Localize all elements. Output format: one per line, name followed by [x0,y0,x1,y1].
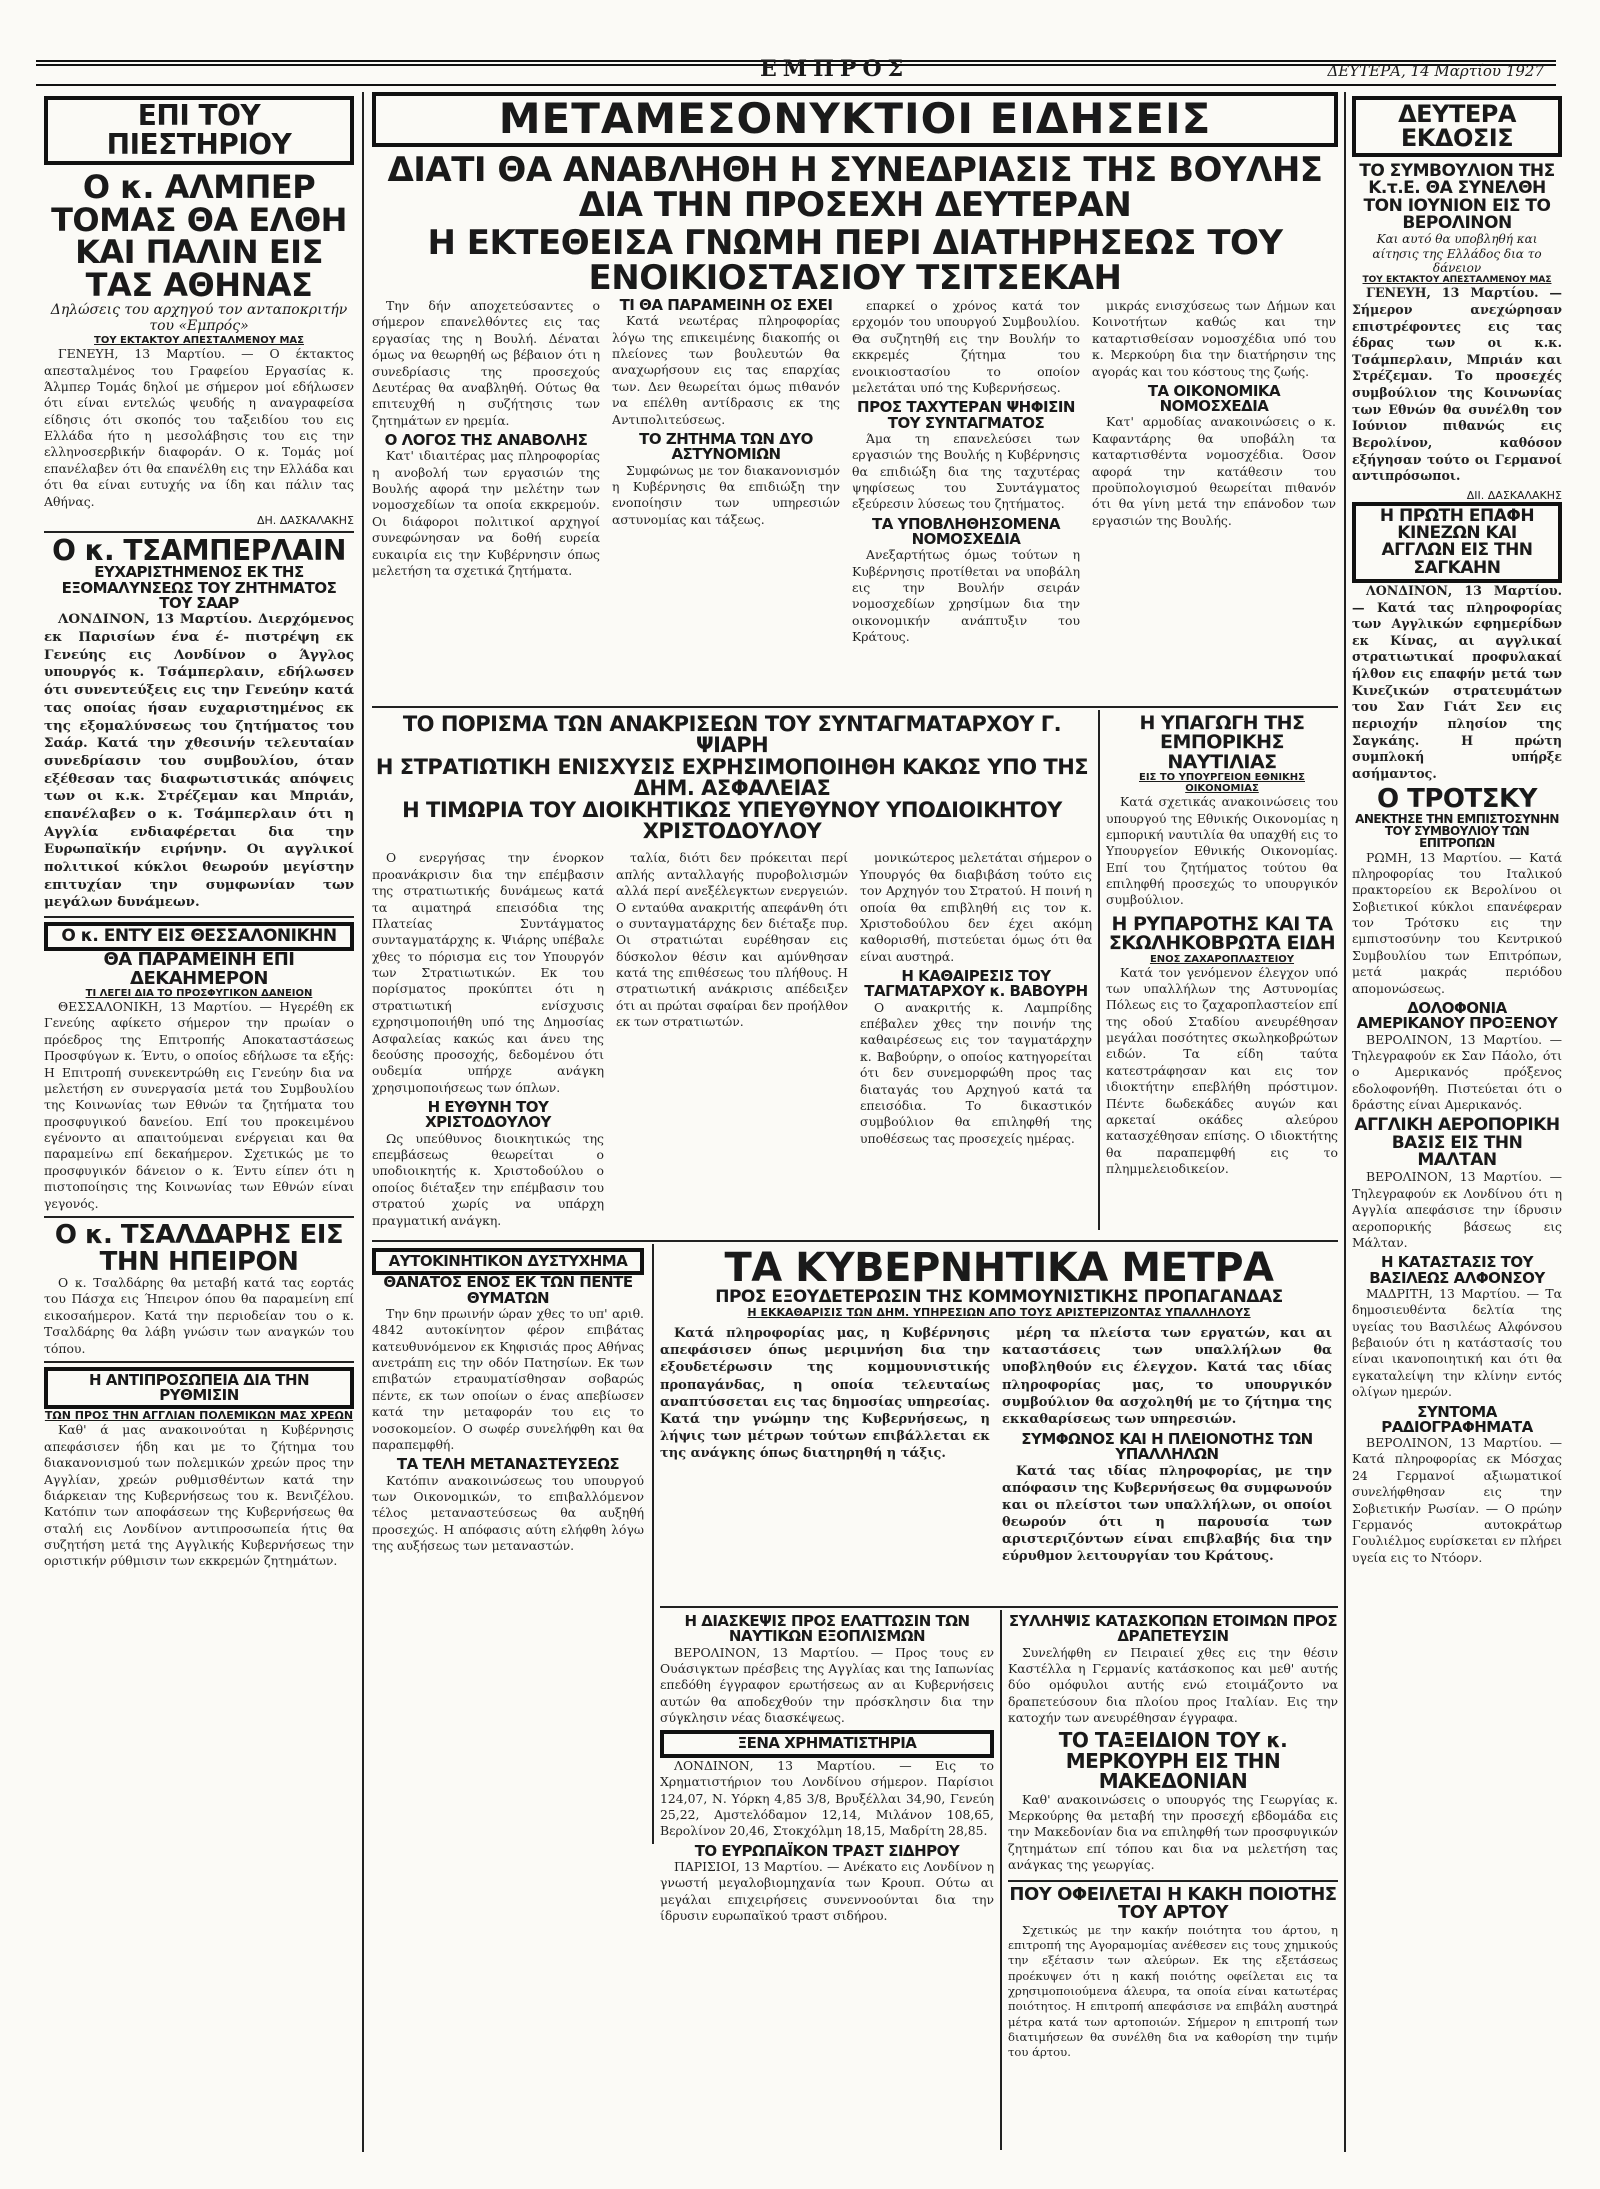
section-rule [44,531,354,533]
article-body: Κατ' ιδιαιτέρας μας πληροφορίας η ανοβολή των εργασιών της Βουλής αφορά την μελέτην των νομοσχεδίων τα οποία εκκρεμούν. Οι διάφοροι πολιτικοί αρχηγοί συνεφώνησαν να δοθή ευρεία ευκαιρία εις την Κυβέρνησιν όπως μελετήση τα σχετικά ζητήματα. [372,448,600,578]
right-kicker: ΔΕΥΤΕΡΑ ΕΚΔΟΣΙΣ [1352,96,1562,157]
article-body: Ανεξαρτήτως όμως τούτων η Κυβέρνησις προτίθεται να υποβάλη εις την Βουλήν σειράν νομοσχεδίων χρησίμων δια την οικονομικήν ανάπτυξιν του Κράτους. [852,547,1080,645]
government-article [660,1248,1338,1598]
article-title: ΤΟ ΤΑΞΕΙΔΙΟΝ ΤΟΥ κ. ΜΕΡΚΟΥΡΗ ΕΙΣ ΤΗΝ ΜΑΚΕΔΟΝΙΑΝ [1058,1728,1288,1794]
byline: ΤΟΥ ΕΚΤΑΚΤΟΥ ΑΠΕΣΤΑΛΜΕΝΟΥ ΜΑΣ [1362,275,1552,286]
article-title: Ο ΤΡΟΤΣΚΥ [1376,784,1538,815]
article-subtitle: ΤΩΝ ΠΡΟΣ ΤΗΝ ΑΓΓΛΙΑΝ ΠΟΛΕΜΙΚΩΝ ΜΑΣ ΧΡΕΩΝ [44,1409,354,1423]
article-subtitle: ΠΡΟΣ ΕΞΟΥΔΕΤΕΡΩΣΙΝ ΤΗΣ ΚΟΜΜΟΥΝΙΣΤΙΚΗΣ ΠΡΟΠΑΓΑΝΔΑΣ [715,1286,1283,1307]
issue-date: ΔΕΥΤΕΡΑ, 14 Μαρτίου 1927 [1327,62,1544,80]
section-heading: Η ΕΥΘΥΝΗ ΤΟΥ ΧΡΙΣΤΟΔΟΥΛΟΥ [425,1098,551,1132]
article-body: Κατ' αρμοδίας ανακοινώσεις ο κ. Καφαντάρης θα υποβάλη τα καταρτισθέντα νομοσχέδια. Όσον αφορά την κατάθεσιν του προϋπολογισμού θεωρείται πιθανόν ότι θα γίνη μετά την επάνοδον των εργασιών της Βουλής. [1092,414,1336,528]
article-body: Κατά νεωτέρας πληροφορίας λόγω της επικειμένης διακοπής οι πλείονες των βουλευτών θα αναχωρήσουν εις τας επαρχίας των. Δεν θεωρείται όμως πιθανόν να επέλθη αντίδρασις εκ της Αντιπολιτεύσεως. [612,313,840,427]
article-title: Η ΚΑΤΑΣΤΑΣΙΣ ΤΟΥ ΒΑΣΙΛΕΩΣ ΑΛΦΟΝΣΟΥ [1369,1253,1545,1287]
column-rule [362,92,364,2152]
article-subtitle: ΑΝΕΚΤΗΣΕ ΤΗΝ ΕΜΠΙΣΤΟΣΥΝΗΝ ΤΟΥ ΣΥΜΒΟΥΛΙΟΥ ΤΩΝ ΕΠΙΤΡΟΠΩΝ [1355,811,1559,851]
article-title: Η ΔΙΑΣΚΕΨΙΣ ΠΡΟΣ ΕΛΑΤΤΩΣΙΝ ΤΩΝ ΝΑΥΤΙΚΩΝ ΕΞΟΠΛΙΣΜΩΝ [684,1614,970,1646]
article-body: μικράς ενισχύσεως των Δήμων και Κοινοτήτων καθώς και την καταρτισθείσαν νομοσχέδια υπό του κ. Μερκούρη δια την διατήρησιν της αγοράς και του κόστους της ζωής. [1092,298,1336,379]
right-column [1352,96,1562,2166]
news-column [852,298,1080,698]
article-subtitle: ΤΙ ΛΕΓΕΙ ΔΙΑ ΤΟ ΠΡΟΣΦΥΓΙΚΟΝ ΔΑΝΕΙΟΝ [85,988,313,1000]
article-title: ΞΕΝΑ ΧΡΗΜΑΤΙΣΤΗΡΙΑ [660,1730,994,1757]
article-subtitle: ΕΙΣ ΤΟ ΥΠΟΥΡΓΕΙΟΝ ΕΘΝΙΚΗΣ ΟΙΚΟΝΟΜΙΑΣ [1139,772,1305,795]
article-body: Κατά τας ιδίας πληροφορίας, με την απόφασιν της Κυβερνήσεως θα συμφωνούν και οι πλείστοι των υπαλλήλων, οι οποίοι θεωρούν ότι η παρουσία των αριστεριζόντων είναι επιβλαβής δια την εύρυθμον λειτουργίαν του Κράτους. [1002,1463,1332,1565]
section-heading: Η ΚΑΘΑΙΡΕΣΙΣ ΤΟΥ ΤΑΓΜΑΤΑΡΧΟΥ κ. ΒΑΒΟΥΡΗ [864,967,1088,1001]
headline-line: ΤΟ ΠΟΡΙΣΜΑ ΤΩΝ ΑΝΑΚΡΙΣΕΩΝ ΤΟΥ ΣΥΝΤΑΓΜΑΤΑΡΧΟΥ Γ. ΨΙΑΡΗ [402,714,1062,758]
article-body: ΠΑΡΙΣΙΟΙ, 13 Μαρτίου. — Ανέκατο εις Λονδίνον η γνωστή μεγαλοβιομηχανία των Κρουπ. Ούτω αι μεγάλαι επιχειρήσεις συνεννοούνται δια την ίδρυσιν ευρωπαϊκού τραστ σιδήρου. [660,1858,994,1924]
news-column [1002,1325,1332,1569]
article-body: ΛΟΝΔΙΝΟΝ, 13 Μαρτίου. — Εις το Χρηματιστήριον του Λονδίνου σήμερον. Παρίσιοι 124,07, Ν. Υόρκη 4,85 3/8, Βρυξέλλαι 34,90, Γενεύη 25,22, Αμστελόδαμον 12,14, Μιλάνον 108,65, Βερολίνον 20,46, Στοκχόλμη 18,15, Μαδρίτη 28,85. [660,1757,994,1839]
section-rule [660,1606,1338,1608]
article-body: Κατά τον γενόμενον έλεγχον υπό των υπαλλήλων της Αστυνομίας Πόλεως εις το ζαχαροπλαστείον επί της οδού Σταδίου ανευρέθησαν μεγάλαι ποσότητες σκωληκοβρώτων ειδών. Τα είδη ταύτα κατεστράφησαν και εις τον ιδιοκτήτην επεβλήθη πρόστιμον. Πέντε δωδεκάδες αυγών και αρκεταί οκάδες αλεύρου κατασχέθησαν επίσης. Ο ιδιοκτήτης θα παραπεμφθή εις το πλημμελειοδικείον. [1106,964,1338,1176]
article-title: ΑΓΓΛΙΚΗ ΑΕΡΟΠΟΡΙΚΗ ΒΑΣΙΣ ΕΙΣ ΤΗΝ ΜΑΛΤΑΝ [1354,1115,1560,1171]
article-subtitle: Και αυτό θα υποβληθή και αίτησις της Ελλάδος δια το δάνειον [1372,232,1542,276]
article-body: Κατά πληροφορίας μας, η Κυβέρνησις απεφάσισεν όπως μεριμνήση δια την εξουδετέρωσιν της κομμουνιστικής προπαγάνδας, η οποία τελευταίως αναπτύσσεται εις τας δημοσίας υπηρεσίας. Κατά την γνώμην της Κυβερνήσεως, η λήψις των μέτρων τούτων επιβάλλεται εκ της ανάγκης όπως διατηρηθή η τάξις. [660,1326,990,1462]
section-rule [372,706,1338,708]
article-body: Ο ανακριτής κ. Λαμπρίδης επέβαλεν χθες την ποινήν της καθαιρέσεως εις τον ταγματάρχην κ. Βαβούρην, ο οποίος κατηγορείται ότι δεν συνεμορφώθη προς τας διαταγάς του Αρχηγού κατά τα επεισόδια. Το δικαστικόν συμβούλιον θα επιληφθή της υποθέσεως τας προσεχείς ημέρας. [860,999,1092,1146]
article-body: ταλία, διότι δεν πρόκειται περί απλής ανταλλαγής πυροβολισμών αλλά περί ανεξέλεγκτων ενεργειών. Ο ενταύθα ανακριτής απεφάνθη ότι ο συνταγματάρχης δεν διέταξε πυρ. Οι στρατιώται ευρέθησαν εις δύσκολον θέσιν και αμύνθησαν κατά της επιθέσεως του πλήθους. Η στρατιωτική ανάκρισις απέδειξεν ότι αι πρώται σφαίραι δεν προήλθον εκ των στρατιωτών. [616,850,848,1030]
news-column [860,850,1092,1232]
news-column [372,298,600,698]
article-body: Ο κ. Τσαλδάρης θα μεταβή κατά τας εορτάς του Πάσχα εις Ήπειρον όπου θα παραμείνη επί εικοσαήμερον. Κατά την περιοδείαν του ο κ. Τσαλδάρης θα λάβη γνώσιν των αναγκών του τόπου. [44,1275,354,1356]
newspaper-name: ΕΜΠΡΟΣ [760,56,910,82]
article-body: ΒΕΡΟΛΙΝΟΝ, 13 Μαρτίου. — Τηλεγραφούν εκ Λονδίνου ότι η Αγγλία απεφάσισε την ίδρυσιν αεροπορικής βάσεως εις Μάλταν. [1352,1169,1562,1250]
article-body: ΓΕΝΕΥΗ, 13 Μαρτίου. — Σήμερον ανεχώρησαν επιστρέφοντες εις τας έδρας των οι κ.κ. Τσάμπερλαιν, Μπριάν και Στρέζεμαν. Το προσεχές συμβούλιον της Κοινωνίας των Εθνών θα συνέλθη τον Ιούνιον πιθανώς εις Βερολίνον, καθόσον εξήγησαν τούτο οι Γερμανοί αντιπρόσωποι. [1352,285,1562,484]
article-title: ΣΥΝΤΟΜΑ ΡΑΔΙΟΓΡΑΦΗΜΑΤΑ [1381,1402,1533,1436]
article-body: ΘΕΣΣΑΛΟΝΙΚΗ, 13 Μαρτίου. — Ηγερέθη εκ Γενεύης αφίκετο σήμερον την πρωίαν ο πρόεδρος της Επιτροπής Αποκαταστάσεως Προσφύγων κ. Έντυ, ο οποίος εδήλωσε τα εξής: Η Επιτροπή συνεκεντρώθη εις Γενεύην δια να μελετήση εν συνεργασία μετά του Συμβουλίου της Κοινωνίας των Εθνών τα ζητήματα του προσφυγικού δανείου. Επί του προκειμένου εγένοντο αι απαιτούμεναι ενέργειαι και θα παραμείνω επί δεκαήμερον. Σχετικώς με το προσφυγικόν δάνειον ο κ. Έντυ είπεν ότι η πιστοποίησις της Κοινωνίας των Εθνών είναι γεγονός. [44,999,354,1211]
investigation-article [372,714,1092,1234]
article-subtitle: Δηλώσεις του αρχηγού τον ανταποκριτήν του «Εμπρός» [50,301,348,335]
news-column [1092,298,1336,698]
article-body: Συνελήφθη εν Πειραιεί χθες εις την θέσιν Καστέλλα η Γερμανίς κατάσκοπος και μεθ' αυτής δύο ομόφυλοι αυτής ενώ ετοιμάζοντο να δραπετεύσουν δια πλοίου προς Ιταλίαν. Εις την κατοχήν των ανευρέθησαν έγγραφα. [1008,1644,1338,1726]
news-column [660,1325,990,1569]
banner-title: ΜΕΤΑΜΕΣΟΝΥΚΤΙΟΙ ΕΙΔΗΣΕΙΣ [372,92,1338,147]
section-heading: ΤΙ ΘΑ ΠΑΡΑΜΕΙΝΗ ΟΣ ΕΧΕΙ [619,298,833,314]
column-rule [1344,92,1346,2152]
article-body: ΒΕΡΟΛΙΝΟΝ, 13 Μαρτίου. — Κατά πληροφορίας εκ Μόσχας 24 Γερμανοί αξιωματικοί συνελήφθησαν εις την Σοβιετικήν Ρωσίαν. — Ο πρώην Γερμανός αυτοκράτωρ Γουλιέλμος ευρίσκεται εν πλήρει υγεία εις το Ντόορν. [1352,1435,1562,1565]
article-columns [372,850,1092,1232]
article-body: Καθ' ά μας ανακοινούται η Κυβέρνησις απεφάσισεν ήδη και με το ζήτημα του διακανονισμού των πολεμικών χρεών προς την Αγγλίαν, χρεών ρυθμισθέντων κατά την διάρκειαν της Κυβερνήσεως του κ. Βενιζέλου. Κατόπιν των αποφάσεων της Κυβερνήσεως θα σταλή εις Λονδίνον αντιπροσωπεία ήτις θα συζητήση μετά της Αγγλικής Κυβερνήσεως την οριστικήν ρύθμισιν των εκκρεμών ζητημάτων. [44,1422,354,1569]
article-body: ΓΕΝΕΥΗ, 13 Μαρτίου. — Ο έκτακτος απεσταλμένος του Γραφείου Εργασίας κ. Άλμπερ Τομάς δηλοί με σήμερον μοί εδήλωσεν ότι είναι εντελώς ψευδής η αναγραφείσα είδησις ότι σκοπός του ταξειδίου του εις Ελλάδα ήτο η μεσολάβησις του εις την ελληνοσερβικήν διαφοράν. Ο κ. Τομάς μοί επανέλαβεν ότι θα επανέλθη εις την Ελλάδα και ότι θα είναι ευτυχής να ίδη και πάλιν τας Αθήνας. [44,346,354,509]
article-body: ΜΑΔΡΙΤΗ, 13 Μαρτίου. — Τα δημοσιευθέντα δελτία της υγείας του Βασιλέως Αλφόνσου βεβαιούν ότι η κατάστασίς του είναι ικανοποιητική και ότι θα εγκαταλείψη την κλίνην εντός ολίγων ημερών. [1352,1285,1562,1400]
article-title: Η ΑΝΤΙΠΡΟΣΩΠΕΙΑ ΔΙΑ ΤΗΝ ΡΥΘΜΙΣΙΝ [44,1367,354,1410]
article-body: μέρη τα πλείστα των εργατών, και αι καταστάσεις των υπαλλήλων θα υποβληθούν εις έλεγχον. Κατά τας ιδίας πληροφορίας μας, το υπουργικόν συμβούλιον θα ασχοληθή με το ζήτημα της εκκαθαρίσεως των υπηρεσιών. [1002,1326,1332,1427]
article-body: μονικώτερος μελετάται σήμερον ο Υπουργός θα διαβιβάση τούτο εις τον Αρχηγόν του Στρατού. Η ποινή η οποία θα επιβληθή εις τον κ. Χριστοδούλου δεν έχει ακόμη καθορισθή, πιστεύεται όμως ότι θα είναι αυστηρά. [860,850,1092,964]
article-body: επαρκεί ο χρόνος κατά τον ερχομόν του υπουργού Συμβουλίου. Θα συζητηθή εις την Βουλήν το εκκρεμές ζήτημα του ενοικιοστασίου το οποίον μελετάται υπό της Κυβερνήσεως. [852,298,1080,395]
section-heading: ΤΑ ΟΙΚΟΝΟΜΙΚΑ ΝΟΜΟΣΧΕΔΙΑ [1147,381,1281,416]
article-subtitle: ΕΥΧΑΡΙΣΤΗΜΕΝΟΣ ΕΚ ΤΗΣ ΕΞΟΜΑΛΥΝΣΕΩΣ ΤΟΥ ΖΗΤΗΜΑΤΟΣ ΤΟΥ ΣΑΑΡ [61,563,337,613]
column-rule [652,1244,654,1844]
headline-line: ΔΙΑΤΙ ΘΑ ΑΝΑΒΛΗΘΗ Η ΣΥΝΕΔΡΙΑΣΙΣ ΤΗΣ ΒΟΥΛΗΣ ΔΙΑ ΤΗΝ ΠΡΟΣΕΧΗ ΔΕΥΤΕΡΑΝ [387,149,1323,225]
article-body: ΒΕΡΟΛΙΝΟΝ, 13 Μαρτίου. — Προς τους εν Ουάσιγκτων πρέσβεις της Αγγλίας και της Ιαπωνίας επεδόθη έγγραφον ερωτήσεως αν αι Κυβερνήσεις αυτών θα αποδεχθούν την πρόσκλησιν δια την σύγκλησιν νέας διασκέψεως. [660,1644,994,1726]
news-column [1008,1886,1338,2166]
news-column [372,850,604,1232]
news-column [616,850,848,1232]
article-body: Κατόπιν ανακοινώσεως του υπουργού των Οικονομικών, το επιβαλλόμενον τέλος μεταναστεύσεως θα αυξηθή προσεχώς. Η απόφασις αύτη ελήφθη λόγω της αυξήσεως των μεταναστών. [372,1472,644,1554]
article-body: Ο ενεργήσας την ένορκον προανάκρισιν δια την επέμβασιν της στρατιωτικής δυνάμεως κατά τα αιματηρά επεισόδια της Πλατείας Συντάγματος συνταγματάρχης κ. Ψιάρης υπέβαλε χθες το πόρισμα εις τον Υπουργόν των Στρατιωτικών. Εκ του πορίσματος προκύπτει ότι η στρατιωτική ενίσχυσις εχρησιμοποιήθη υπό της Δημοσίας Ασφαλείας κακώς και άνευ της δεούσης προσοχής, δεδομένου ότι ουδεμία υπήρχε ανάγκη χρησιμοποιήσεως των όπλων. [372,850,604,1095]
article-body: Την 6ην πρωινήν ώραν χθες το υπ' αριθ. 4842 αυτοκίνητον φέρον επιβάτας κατευθυνόμενον εκ Κηφισιάς προς Αθήνας ανετράπη εις την οδόν Πατησίων. Εκ των επιβατών ετραυματίσθησαν σοβαρώς πέντε, εκ των οποίων ο ένας απεβίωσεν κατά την μεταφοράν του εις το νοσοκομείον. Ο σωφέρ συνελήφθη και θα παραπεμφθή. [372,1305,644,1452]
article-title: ΤΑ ΚΥΒΕΡΝΗΤΙΚΑ ΜΕΤΡΑ [724,1248,1274,1291]
section-heading: ΣΥΜΦΩΝΟΣ ΚΑΙ Η ΠΛΕΙΟΝΟΤΗΣ ΤΩΝ ΥΠΑΛΛΗΛΩΝ [1021,1430,1313,1464]
article-body: ΒΕΡΟΛΙΝΟΝ, 13 Μαρτίου. — Τηλεγραφούν εκ Σαν Πάολο, ότι ο Αμερικανός πρόξενος εδολοφονήθη. Πιστεύεται ότι ο δράστης είναι Αμερικανός. [1352,1031,1562,1113]
article-title: Η ΠΡΩΤΗ ΕΠΑΦΗ ΚΙΝΕΖΩΝ ΚΑΙ ΑΓΓΛΩΝ ΕΙΣ ΤΗΝ ΣΑΓΚΑΗΝ [1352,502,1562,583]
section-heading: Ο ΛΟΓΟΣ ΤΗΣ ΑΝΑΒΟΛΗΣ [384,431,588,449]
article-title: ΣΥΛΛΗΨΙΣ ΚΑΤΑΣΚΟΠΩΝ ΕΤΟΙΜΩΝ ΠΡΟΣ ΔΡΑΠΕΤΕΥΣΙΝ [1008,1614,1338,1646]
article-title: Ο κ. ΤΣΑΛΔΑΡΗΣ ΕΙΣ ΤΗΝ ΗΠΕΙΡΟΝ [54,1219,344,1277]
section-heading: ΤΑ ΤΕΛΗ ΜΕΤΑΝΑΣΤΕΥΣΕΩΣ [396,1455,620,1474]
news-column [372,1248,644,1858]
article-body: Ως υπεύθυνος διοικητικώς της επεμβάσεως θεωρείται ο υποδιοικητής κ. Χριστοδούλου ο οποίος διέταξεν την επέμβασιν του στρατού χωρίς να υπάρχη πραγματική ανάγκη. [372,1130,604,1228]
section-heading: ΠΡΟΣ ΤΑΧΥΤΕΡΑΝ ΨΗΦΙΣΙΝ ΤΟΥ ΣΥΝΤΑΓΜΑΤΟΣ [857,398,1075,432]
article-columns [660,1325,1338,1569]
article-subtitle: ΕΝΟΣ ΖΑΧΑΡΟΠΛΑΣΤΕΙΟΥ [1149,953,1295,965]
article-title: Ο κ. ΤΣΑΜΠΕΡΛΑΙΝ [52,533,346,567]
headline-line: Η ΣΤΡΑΤΙΩΤΙΚΗ ΕΝΙΣΧΥΣΙΣ ΕΧΡΗΣΙΜΟΠΟΙΗΘΗ ΚΑΚΩΣ ΥΠΟ ΤΗΣ ΔΗΜ. ΑΣΦΑΛΕΙΑΣ [375,754,1089,801]
article-body: Σχετικώς με την κακήν ποιότητα του άρτου, η επιτροπή της Αγοραμομίας ανέθεσεν εις τους χημικούς την εξέτασιν των αλεύρων. Εκ της εξετάσεως προέκυψεν ότι η κακή ποιότης οφείλεται εις τα χρησιμοποιούμενα άλευρα, τα οποία είναι κατωτέρας ποιότητος. Η επιτροπή απεφάσισε να επιβάλη αυστηρά μέτρα κατά των αρτοποιών. Σήμερον η επιτροπή των διατιμήσεων θα συνέλθη δια να καθορίση την τιμήν του άρτου. [1008,1922,1338,2060]
section-heading: ΤΟ ΖΗΤΗΜΑ ΤΩΝ ΔΥΟ ΑΣΤΥΝΟΜΙΩΝ [639,429,813,464]
column-rule [1000,1610,1002,2150]
section-rule [372,1240,1338,1242]
headline-line: Η ΕΚΤΕΘΕΙΣΑ ΓΝΩΜΗ ΠΕΡΙ ΔΙΑΤΗΡΗΣΕΩΣ ΤΟΥ ΕΝΟΙΚΙΟΣΤΑΣΙΟΥ ΤΣΙΤΣΕΚΑΗ [427,223,1283,292]
article-title: ΠΟΥ ΟΦΕΙΛΕΤΑΙ Η ΚΑΚΗ ΠΟΙΟΤΗΣ ΤΟΥ ΑΡΤΟΥ [1009,1886,1337,1924]
banner [372,92,1338,292]
section-rule [44,1361,354,1363]
news-column [612,298,840,698]
section-heading: ΤΑ ΥΠΟΒΛΗΘΗΣΟΜΕΝΑ ΝΟΜΟΣΧΕΔΙΑ [872,514,1060,549]
article-title: ΔΟΛΟΦΟΝΙΑ ΑΜΕΡΙΚΑΝΟΥ ΠΡΟΞΕΝΟΥ [1356,998,1558,1033]
article-title: Η ΡΥΠΑΡΟΤΗΣ ΚΑΙ ΤΑ ΣΚΩΛΗΚΟΒΡΩΤΑ ΕΙΔΗ [1108,912,1336,955]
article-body: ΡΩΜΗ, 13 Μαρτίου. — Κατά πληροφορίας του Ιταλικού πρακτορείου εκ Βερολίνου οι Σοβιετικοί κύκλοι επανέφεραν τον Τρότσκυ εις την εμπιστοσύνην του Κεντρικού Συμβουλίου των Επιτρόπων, μετά μακράς περιόδου απομονώσεως. [1352,849,1562,996]
section-rule [1008,1880,1338,1882]
article-title: ΑΥΤΟΚΙΝΗΤΙΚΟΝ ΔΥΣΤΥΧΗΜΑ [372,1248,644,1275]
column-rule [1098,710,1100,1230]
news-column [1106,714,1338,1234]
headline-line: Η ΤΙΜΩΡΙΑ ΤΟΥ ΔΙΟΙΚΗΤΙΚΩΣ ΥΠΕΥΘΥΝΟΥ ΥΠΟΔΙΟΙΚΗΤΟΥ ΧΡΙΣΤΟΔΟΥΛΟΥ [402,797,1062,844]
left-kicker: ΕΠΙ ΤΟΥ ΠΙΕΣΤΗΡΙΟΥ [44,96,354,165]
article-title: ΤΟ ΕΥΡΩΠΑΪΚΟΝ ΤΡΑΣΤ ΣΙΔΗΡΟΥ [694,1841,960,1860]
news-column [660,1614,994,2154]
article-body: Κατά σχετικάς ανακοινώσεις του υπουργού της Εθνικής Οικονομίας η εμπορική ναυτιλία θα υπαχθή εις το Υπουργείον Εθνικής Οικονομίας. Επί του ζητήματος τούτου θα επιληφθή προσεχώς το υπουργικόν συμβούλιον. [1106,794,1338,908]
signature: ΔΙΙ. ΔΑΣΚΑΛΑΚΗΣ [1466,488,1562,502]
article-body: Άμα τη επανελεύσει των εργασιών της Βουλής η Κυβέρνησις θα επιδιώξη δια της ταχυτέρας ψηφίσεως του Συντάγματος εξεύρεσιν λύσεως του ζητήματος. [852,430,1080,512]
article-subtitle: Η ΕΚΚΑΘΑΡΙΣΙΣ ΤΩΝ ΔΗΜ. ΥΠΗΡΕΣΙΩΝ ΑΠΟ ΤΟΥΣ ΑΡΙΣΤΕΡΙΖΟΝΤΑΣ ΥΠΑΛΛΗΛΟΥΣ [747,1306,1251,1320]
left-column [44,96,354,2166]
article-body: ΛΟΝΔΙΝΟΝ, 13 Μαρτίου. — Κατά τας πληροφορίας των Αγγλικών εφημερίδων εκ Κίνας, αι αγγλικαί στρατιωτικαί προφυλακαί ήλθον εις επαφήν μετά των Κινεζικών στρατευμάτων του Σαν Γιάτ Σεν εις περιοχήν πλησίον της Σαγκάης. Η πρώτη συμπλοκή υπήρξε ασήμαντος. [1352,583,1562,781]
article-title: Ο κ. ΑΛΜΠΕΡ ΤΟΜΑΣ ΘΑ ΕΛΘΗ ΚΑΙ ΠΑΛΙΝ ΕΙΣ ΤΑΣ ΑΘΗΝΑΣ [51,168,347,304]
signature: ΔΗ. ΔΑΣΚΑΛΑΚΗΣ [256,513,354,527]
article-subtitle: ΘΑ ΠΑΡΑΜΕΙΝΗ ΕΠΙ ΔΕΚΑΗΜΕΡΟΝ [103,949,295,989]
article-title: Η ΥΠΑΓΩΓΗ ΤΗΣ ΕΜΠΟΡΙΚΗΣ ΝΑΥΤΙΛΙΑΣ [1139,714,1305,773]
section-rule [44,1216,354,1218]
article-body: ΛΟΝΔΙΝΟΝ, 13 Μαρτίου. Διερχόμενος εκ Παρισίων ένα έ- πιστρέψη εκ Γενεύης εις Λονδίνον ο Άγγλος υπουργός κ. Τσάμπερλαιν, εδήλωσεν ότι συνεντεύξεις εις την Γενεύην κατά τας οποίας ήσαν ευχαριστημένος εκ της εξομαλύνσεως του ζητήματος του Σαάρ. Κατά την χθεσινήν τελευταίαν συνεδρίασιν του συμβουλίου, όταν εξέθεσαν τας διαφωτιστικάς απόψεις των οι κ.κ. Στρέζεμαν και Μπριάν, επανέλαβεν ο κ. Τσάμπερλαιν ότι η Αγγλία ενδιαφέρεται δια την Ευρωπαϊκήν ειρήνην. Οι αγγλικοί πολιτικοί κύκλοι θεωρούν μεγίστην επιτυχίαν την συμφωνίαν των μεγάλων δυνάμεων. [44,611,354,911]
article-title: Ο κ. ΕΝΤΥ ΕΙΣ ΘΕΣΣΑΛΟΝΙΚΗΝ [44,922,354,951]
section-rule [44,916,354,918]
article-body: Καθ' ανακοινώσεις ο υπουργός της Γεωργίας κ. Μερκούρης θα μεταβή την προσεχή εβδομάδα εις την Μακεδονίαν δια να επιληφθή των προσφυγικών ζητημάτων επί τόπου και δια να μελετήση τας ανάγκας της γεωργίας. [1008,1791,1338,1873]
byline: ΤΟΥ ΕΚΤΑΚΤΟΥ ΑΠΕΣΤΑΛΜΕΝΟΥ ΜΑΣ [94,335,304,347]
article-body: Την δήν αποχετεύσαντες ο σήμερον επανελθόντες εις τας εργασίας της η Βουλή. Δέναται όμως να θεωρηθή ως βέβαιον ότι η συνεδρίασις της προσεχούς Δευτέρας θα αναβληθή. Ούτως θα επιτευχθή η συζήτησις των ζητημάτων εν ηρεμία. [372,298,600,428]
article-subtitle: ΘΑΝΑΤΟΣ ΕΝΟΣ ΕΚ ΤΩΝ ΠΕΝΤΕ ΘΥΜΑΤΩΝ [383,1273,633,1307]
article-body: Συμφώνως με τον διακανονισμόν η Κυβέρνησις θα επιδιώξη την ενοποίησιν των υπηρεσιών αστυνομίας και τάξεως. [612,462,840,527]
article-title: ΤΟ ΣΥΜΒΟΥΛΙΟΝ ΤΗΣ Κ.τ.Ε. ΘΑ ΣΥΝΕΛΘΗ ΤΟΝ ΙΟΥΝΙΟΝ ΕΙΣ ΤΟ ΒΕΡΟΛΙΝΟΝ [1359,160,1555,233]
